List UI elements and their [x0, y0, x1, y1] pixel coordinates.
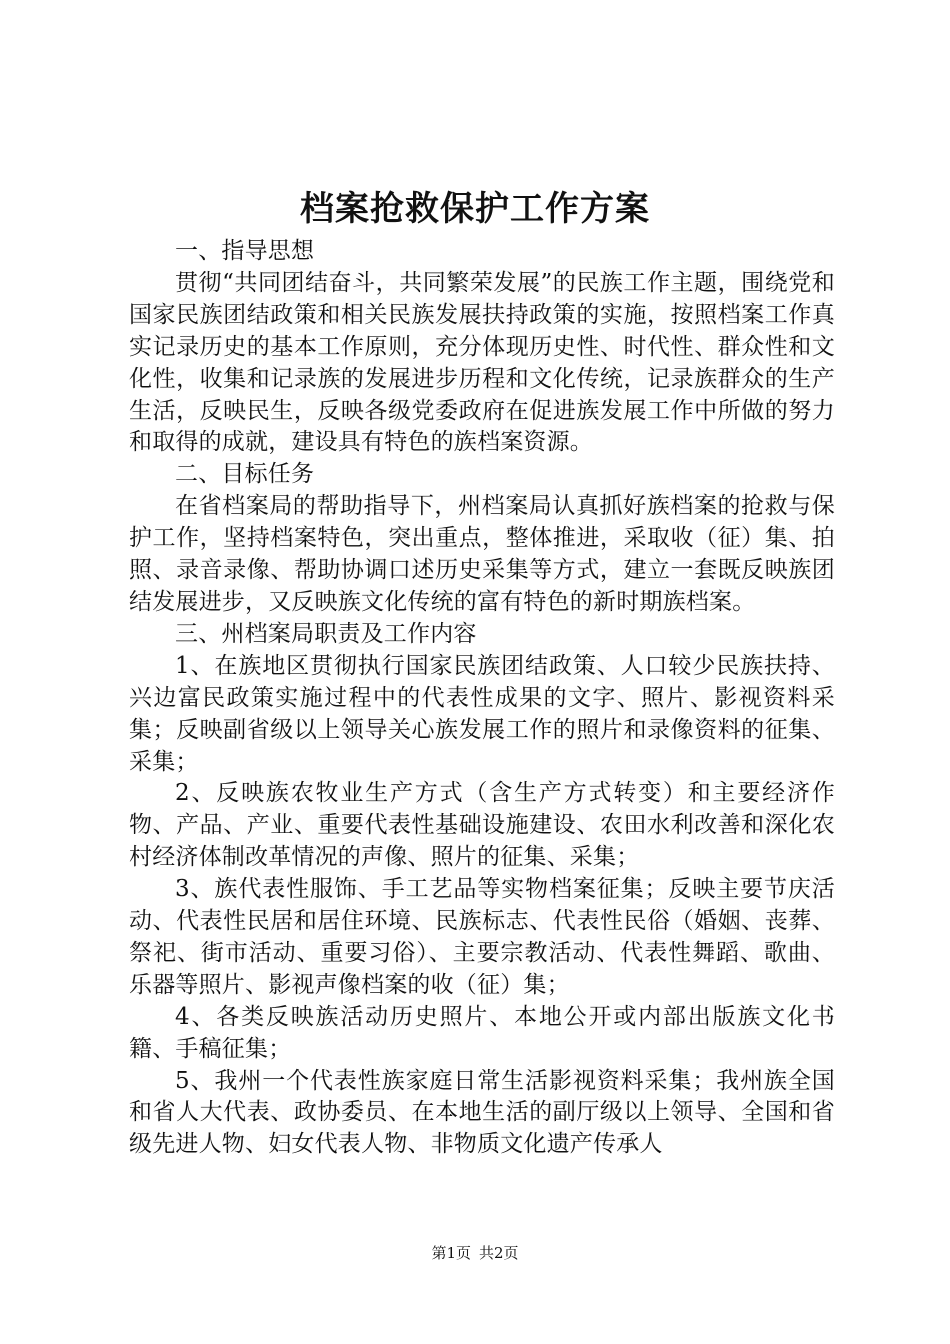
list-item-duty-3: 3、族代表性服饰、手工艺品等实物档案征集；反映主要节庆活动、代表性民居和居住环境、民族标志、代表性民俗（婚姻、丧葬、祭祀、街市活动、重要习俗）、主要宗教活动、代表性舞蹈、歌曲、乐器等照片、影视声像档案的收（征）集；: [129, 876, 835, 998]
list-item-duty-2: 2、反映族农牧业生产方式（含生产方式转变）和主要经济作物、产品、产业、重要代表性基础设施建设、农田水利改善和深化农村经济体制改革情况的声像、照片的征集、采集；: [129, 780, 835, 871]
page-footer: [0, 1243, 950, 1263]
document-title: 档案抢救保护工作方案: [300, 189, 650, 229]
list-item-duty-1: 1、在族地区贯彻执行国家民族团结政策、人口较少民族扶持、兴边富民政策实施过程中的代表性成果的文字、照片、影视资料采集；反映副省级以上领导关心族发展工作的照片和录像资料的征集、采集；: [129, 652, 835, 775]
paragraph-goals: 在省档案局的帮助指导下，州档案局认真抓好族档案的抢救与保护工作，坚持档案特色，突出重点，整体推进，采取收（征）集、拍照、录音录像、帮助协调口述历史采集等方式，建立一套既反映族团结发展进步，又反映族文化传统的富有特色的新时期族档案。: [129, 493, 835, 615]
section-heading-duties: 三、州档案局职责及工作内容: [175, 620, 477, 647]
list-item-duty-5: 5、我州一个代表性族家庭日常生活影视资料采集；我州族全国和省人大代表、政协委员、在本地生活的副厅级以上领导、全国和省级先进人物、妇女代表人物、非物质文化遗产传承人: [129, 1067, 835, 1158]
section-heading-guiding-ideology: 一、指导思想: [175, 238, 315, 264]
paragraph-guiding-ideology: 贯彻“共同团结奋斗，共同繁荣发展”的民族工作主题，围绕党和国家民族团结政策和相关民族发展扶持政策的实施，按照档案工作真实记录历史的基本工作原则，充分体现历史性、时代性、群众性和文化性，收集和记录族的发展进步历程和文化传统，记录族群众的生产生活，反映民生，反映各级党委政府在促进族发展工作中所做的努力和取得的成就，建设具有特色的族档案资源。: [129, 269, 835, 456]
list-item-duty-4: 4、各类反映族活动历史照片、本地公开或内部出版族文化书籍、手稿征集；: [129, 1003, 835, 1062]
page-total: 共2页: [479, 1244, 519, 1262]
document-body: [129, 236, 835, 1161]
page-number: 第1页: [431, 1244, 471, 1262]
section-heading-goals: 二、目标任务: [175, 461, 315, 488]
